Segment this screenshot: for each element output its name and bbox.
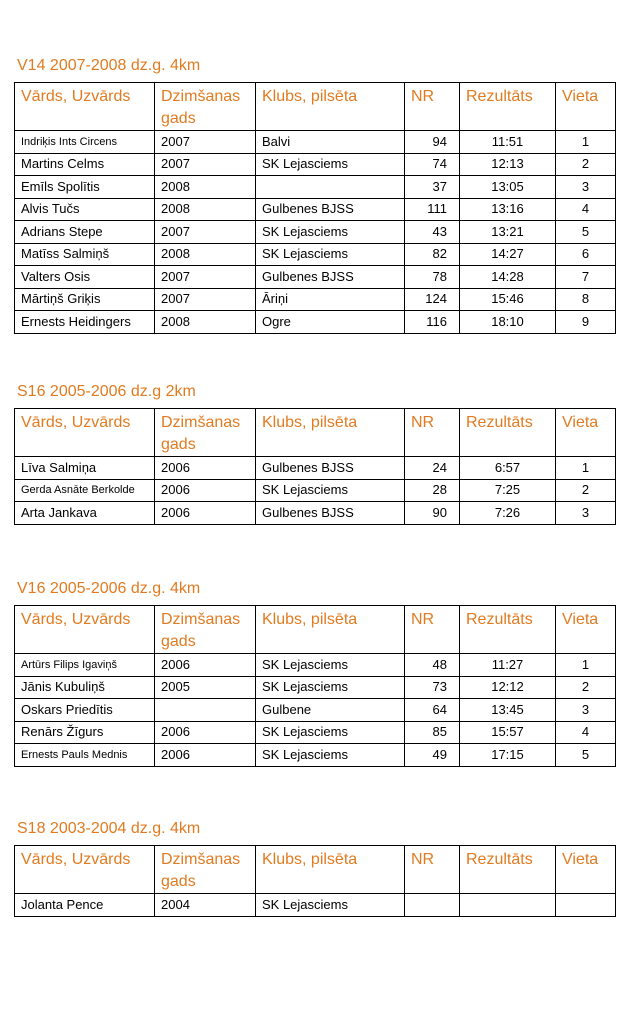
header-result: Rezultāts (460, 409, 556, 457)
cell-year: 2006 (155, 744, 256, 767)
results-table (14, 845, 616, 917)
cell-nr (405, 894, 460, 917)
header-club: Klubs, pilsēta (256, 409, 405, 457)
cell-nr: 49 (405, 744, 460, 767)
cell-place: 2 (556, 153, 616, 176)
cell-result: 14:27 (460, 243, 556, 266)
cell-nr: 124 (405, 288, 460, 311)
cell-result: 7:25 (460, 479, 556, 502)
cell-result: 12:13 (460, 153, 556, 176)
header-nr: NR (405, 409, 460, 457)
results-table (14, 605, 616, 767)
cell-nr: 73 (405, 676, 460, 699)
cell-year: 2007 (155, 288, 256, 311)
cell-year: 2007 (155, 153, 256, 176)
cell-result: 18:10 (460, 311, 556, 334)
header-row (15, 409, 616, 457)
cell-result: 12:12 (460, 676, 556, 699)
cell-name: Ernests Heidingers (15, 311, 155, 334)
table-row (15, 676, 616, 699)
table-row (15, 699, 616, 722)
table-row (15, 288, 616, 311)
section-v16 (14, 580, 616, 767)
cell-place: 1 (556, 457, 616, 480)
cell-club: Balvi (256, 131, 405, 154)
cell-name: Renārs Žīgurs (15, 721, 155, 744)
cell-nr: 48 (405, 654, 460, 677)
table-row (15, 266, 616, 289)
cell-place (556, 894, 616, 917)
cell-result: 13:21 (460, 221, 556, 244)
results-table (14, 82, 616, 334)
cell-name: Mārtiņš Griķis (15, 288, 155, 311)
cell-club: SK Lejasciems (256, 153, 405, 176)
table-row (15, 654, 616, 677)
cell-result: 13:16 (460, 198, 556, 221)
cell-result: 13:45 (460, 699, 556, 722)
section-title: V14 2007-2008 dz.g. 4km (17, 57, 201, 74)
header-birth-year: Dzimšanas gads (155, 606, 256, 654)
table-row (15, 457, 616, 480)
cell-nr: 64 (405, 699, 460, 722)
cell-result: 14:28 (460, 266, 556, 289)
cell-nr: 85 (405, 721, 460, 744)
cell-club: Āriņi (256, 288, 405, 311)
cell-year: 2008 (155, 311, 256, 334)
cell-nr: 37 (405, 176, 460, 199)
cell-year: 2007 (155, 131, 256, 154)
header-nr: NR (405, 606, 460, 654)
header-result: Rezultāts (460, 846, 556, 894)
cell-nr: 24 (405, 457, 460, 480)
cell-year: 2006 (155, 479, 256, 502)
cell-result: 13:05 (460, 176, 556, 199)
cell-club: SK Lejasciems (256, 721, 405, 744)
cell-result (460, 894, 556, 917)
header-name: Vārds, Uzvārds (15, 83, 155, 131)
cell-club: SK Lejasciems (256, 676, 405, 699)
cell-year: 2008 (155, 176, 256, 199)
cell-name: Indriķis Ints Circens (15, 131, 155, 154)
table-row (15, 243, 616, 266)
cell-year: 2008 (155, 198, 256, 221)
header-name: Vārds, Uzvārds (15, 846, 155, 894)
header-row (15, 846, 616, 894)
header-result: Rezultāts (460, 83, 556, 131)
section-v14 (14, 57, 616, 334)
section-title: S18 2003-2004 dz.g. 4km (17, 820, 201, 837)
cell-club: Ogre (256, 311, 405, 334)
cell-result: 17:15 (460, 744, 556, 767)
header-name: Vārds, Uzvārds (15, 409, 155, 457)
header-club: Klubs, pilsēta (256, 606, 405, 654)
header-birth-year: Dzimšanas gads (155, 846, 256, 894)
cell-name: Artūrs Filips Igaviņš (15, 654, 155, 677)
cell-nr: 82 (405, 243, 460, 266)
cell-club: Gulbenes BJSS (256, 457, 405, 480)
cell-name: Emīls Spolītis (15, 176, 155, 199)
cell-place: 9 (556, 311, 616, 334)
cell-club: SK Lejasciems (256, 479, 405, 502)
table-row (15, 721, 616, 744)
cell-nr: 78 (405, 266, 460, 289)
cell-club: SK Lejasciems (256, 654, 405, 677)
section-s16 (14, 383, 616, 525)
cell-place: 4 (556, 721, 616, 744)
cell-name: Ernests Pauls Mednis (15, 744, 155, 767)
cell-name: Gerda Asnāte Berkolde (15, 479, 155, 502)
header-name: Vārds, Uzvārds (15, 606, 155, 654)
cell-club (256, 176, 405, 199)
header-row (15, 606, 616, 654)
cell-result: 15:46 (460, 288, 556, 311)
table-row (15, 176, 616, 199)
cell-year: 2006 (155, 721, 256, 744)
cell-nr: 28 (405, 479, 460, 502)
cell-place: 5 (556, 744, 616, 767)
cell-result: 15:57 (460, 721, 556, 744)
cell-name: Alvis Tučs (15, 198, 155, 221)
cell-year: 2006 (155, 654, 256, 677)
section-title: S16 2005-2006 dz.g 2km (17, 383, 196, 400)
cell-place: 1 (556, 654, 616, 677)
cell-place: 4 (556, 198, 616, 221)
cell-year (155, 699, 256, 722)
cell-nr: 94 (405, 131, 460, 154)
table-row (15, 744, 616, 767)
cell-nr: 116 (405, 311, 460, 334)
cell-name: Valters Osis (15, 266, 155, 289)
cell-name: Jolanta Pence (15, 894, 155, 917)
cell-club: Gulbenes BJSS (256, 502, 405, 525)
cell-name: Līva Salmiņa (15, 457, 155, 480)
table-row (15, 479, 616, 502)
header-result: Rezultāts (460, 606, 556, 654)
cell-name: Matīss Salmiņš (15, 243, 155, 266)
section-title: V16 2005-2006 dz.g. 4km (17, 580, 201, 597)
cell-place: 7 (556, 266, 616, 289)
cell-club: Gulbenes BJSS (256, 198, 405, 221)
header-row (15, 83, 616, 131)
header-place: Vieta (556, 83, 616, 131)
cell-name: Adrians Stepe (15, 221, 155, 244)
cell-year: 2007 (155, 221, 256, 244)
header-nr: NR (405, 83, 460, 131)
cell-year: 2006 (155, 457, 256, 480)
header-club: Klubs, pilsēta (256, 83, 405, 131)
cell-club: Gulbene (256, 699, 405, 722)
header-place: Vieta (556, 409, 616, 457)
cell-place: 2 (556, 676, 616, 699)
cell-place: 5 (556, 221, 616, 244)
cell-club: SK Lejasciems (256, 221, 405, 244)
cell-nr: 90 (405, 502, 460, 525)
cell-place: 2 (556, 479, 616, 502)
section-s18 (14, 820, 616, 917)
cell-club: Gulbenes BJSS (256, 266, 405, 289)
cell-club: SK Lejasciems (256, 894, 405, 917)
cell-place: 3 (556, 699, 616, 722)
table-row (15, 502, 616, 525)
cell-year: 2008 (155, 243, 256, 266)
table-row (15, 221, 616, 244)
cell-result: 11:27 (460, 654, 556, 677)
results-table (14, 408, 616, 525)
cell-year: 2006 (155, 502, 256, 525)
header-club: Klubs, pilsēta (256, 846, 405, 894)
table-row (15, 198, 616, 221)
table-row (15, 894, 616, 917)
cell-place: 3 (556, 502, 616, 525)
cell-result: 6:57 (460, 457, 556, 480)
cell-year: 2007 (155, 266, 256, 289)
cell-place: 1 (556, 131, 616, 154)
cell-nr: 111 (405, 198, 460, 221)
cell-name: Oskars Priedītis (15, 699, 155, 722)
cell-place: 3 (556, 176, 616, 199)
cell-place: 6 (556, 243, 616, 266)
cell-nr: 74 (405, 153, 460, 176)
header-place: Vieta (556, 846, 616, 894)
table-row (15, 131, 616, 154)
table-row (15, 311, 616, 334)
header-place: Vieta (556, 606, 616, 654)
cell-club: SK Lejasciems (256, 744, 405, 767)
header-birth-year: Dzimšanas gads (155, 83, 256, 131)
table-row (15, 153, 616, 176)
cell-name: Martins Celms (15, 153, 155, 176)
header-nr: NR (405, 846, 460, 894)
cell-result: 7:26 (460, 502, 556, 525)
cell-name: Arta Jankava (15, 502, 155, 525)
cell-result: 11:51 (460, 131, 556, 154)
cell-nr: 43 (405, 221, 460, 244)
header-birth-year: Dzimšanas gads (155, 409, 256, 457)
cell-year: 2005 (155, 676, 256, 699)
cell-place: 8 (556, 288, 616, 311)
cell-club: SK Lejasciems (256, 243, 405, 266)
cell-name: Jānis Kubuliņš (15, 676, 155, 699)
cell-year: 2004 (155, 894, 256, 917)
